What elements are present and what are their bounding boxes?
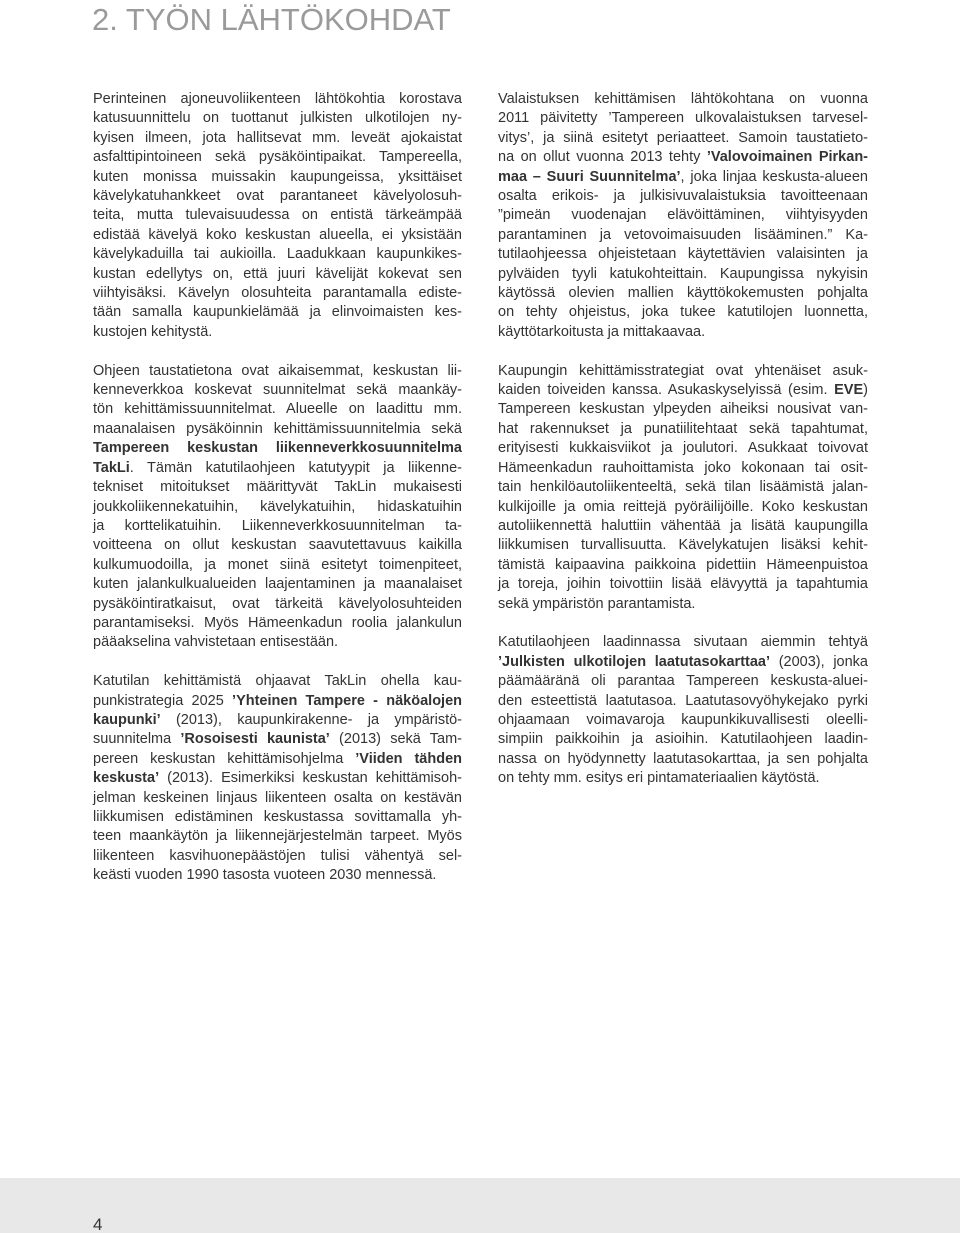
text-line: tain henkilöautoliikenteeltä, sekä tilan lisäämistä jalan- — [498, 479, 868, 496]
text-line — [498, 381, 868, 400]
text-line: ja toreja, joihin toivottiin lisää elävyyttä ja tapahtumia — [498, 576, 868, 593]
bold-text: EVE — [834, 382, 864, 399]
bold-text: ’Yhteinen Tampere - näköalojen — [232, 692, 463, 709]
text-line: ”pimeän vuodenajan elävöittäminen, viihtyisyyden — [498, 207, 868, 224]
text-line: sekä ympäristön parantamista. — [498, 595, 696, 612]
text-run: kaiden toiveiden kanssa. Asukaskyselyissä (esim. — [498, 382, 835, 399]
text-line: tön kehittämissuunnitelmat. Alueelle on laadittu mm. — [93, 401, 462, 418]
text-line: Hämeenkadun rauhoittamista joko kokonaan tai osit- — [498, 459, 868, 476]
text-run: (2013), kaupunkirakenne- ja ympäristö- — [160, 711, 462, 728]
text-line: katusuunnittelu on tuottanut julkisten ulkotilojen ny- — [93, 110, 462, 127]
text-line — [93, 750, 462, 769]
text-line: käyttötarkoitusta ja mittakaavaa. — [498, 323, 706, 340]
text-line: pylväiden tyyli katukohteittain. Kaupungissa nykyisin — [498, 265, 868, 282]
text-line: nassa on hyödynnetty laatutasokarttaa, ja sen pohjalta — [498, 750, 868, 767]
text-line: asfalttipintoineen sekä pysäköintipaikat. Tampereella, — [93, 149, 462, 166]
text-line: kustojen kehitystä. — [93, 323, 213, 340]
bold-text: kaupunki’ — [93, 711, 161, 728]
text-run: punkistrategia 2025 — [93, 692, 233, 709]
text-line: viihtyisäksi. Kävelyn olosuhteita parantamalla ediste- — [93, 285, 462, 302]
bold-text: Tampereen keskustan liikenneverkkosuunnitelma — [93, 440, 462, 457]
text-line — [498, 168, 868, 187]
page-title: 2. TYÖN LÄHTÖKOHDAT — [92, 2, 451, 37]
bold-text: keskusta’ — [93, 770, 160, 787]
bold-text: maa – Suuri Suunnitelma’ — [498, 168, 681, 185]
text-line: kulkijoille ja omia reittejä pyöräilijöille. Koko keskustan — [498, 498, 868, 515]
text-line: liikenteen kasvihuonepäästöjen tulisi vähentyä sel- — [93, 847, 462, 864]
text-line: simpiin paikkoihin ja asioihin. Katutilaohjeen laadin- — [498, 731, 868, 748]
text-line: keästi vuoden 1990 tasosta vuoteen 2030 mennessä. — [93, 867, 437, 884]
bold-text: ’Rosoisesti kaunista’ — [180, 731, 330, 748]
text-line: Katutilan kehittämistä ohjaavat TakLin ohella kau- — [93, 673, 462, 690]
text-line: liikkumisen edistäminen keskustassa sovittamalla yh- — [93, 809, 462, 825]
text-line: tekniset mitoitukset määrittyvät TakLin mukaisesti — [93, 479, 462, 496]
text-line: teen maankäytön ja liikennejärjestelmän tarpeet. Myös — [93, 828, 462, 845]
text-line: ohjaamaan voimavaroja kaupunkikuvallisesti oleelli- — [498, 711, 868, 728]
text-line — [93, 439, 462, 458]
bold-text: ’Viiden tähden — [355, 750, 462, 767]
paragraph — [93, 362, 462, 653]
text-line: tutilaohjeessa ohjeistetaan käytettävien valaisinten ja — [498, 246, 868, 263]
paragraph — [498, 90, 868, 342]
bold-text: TakLi — [93, 459, 130, 476]
paragraph — [498, 633, 868, 788]
text-line: pysäköintiratkaisut, ovat tärkeitä kävelyolosuhteiden — [93, 595, 462, 612]
text-line — [93, 459, 462, 478]
text-line — [93, 711, 462, 730]
bold-text: ’Julkisten ulkotilojen laatutasokarttaa’ — [498, 653, 771, 670]
text-run: na on ollut vuonna 2013 tehty — [498, 149, 707, 166]
bold-text: ’Valovoimainen Pirkan- — [706, 149, 868, 166]
text-line: kävelykaduilla tai aukioilla. Laadukkaan kaupunkikes- — [93, 246, 462, 263]
text-line: Tampereen keskustan ylpeyden aiheiksi nousivat van- — [498, 401, 868, 418]
text-line: kenneverkkoa koskevat suunnitelmat sekä maankäy- — [93, 382, 462, 399]
text-line: liikkumisen turvallisuutta. Kävelykatujen lisäksi kehit- — [498, 537, 868, 554]
paragraph — [93, 672, 462, 885]
right-column — [498, 90, 868, 808]
text-line — [93, 769, 462, 788]
text-line: on tehty mm. esitys eri pintamateriaalien käytöstä. — [498, 770, 820, 787]
text-line: kuten jalankulkualueiden laajentaminen ja maanalaiset — [93, 576, 462, 593]
text-line: kyisen ilmeen, jota hallitsevat mm. leveät ajokaistat — [93, 129, 462, 146]
text-run: , joka linjaa keskusta-alueen — [680, 168, 868, 185]
text-line: kuten monissa muissakin kaupungeissa, yksittäiset — [93, 168, 462, 185]
text-line: on tehty ohjeistus, joka tukee katutilojen luonnetta, — [498, 304, 868, 321]
text-line: kulkumuodoilla, ja monet siinä esitetyt toimenpiteet, — [93, 556, 462, 573]
text-line: Katutilaohjeen laadinnassa sivutaan aiemmin tehtyä — [498, 634, 868, 651]
text-line — [93, 692, 462, 711]
text-line: pääakselina vahvistetaan entisestään. — [93, 634, 339, 651]
text-line: jelman keskeinen linjaus liikenteen osalta on kestävän — [93, 789, 462, 806]
text-line: hat rakennukset ja punatiilitehtaat sekä tapahtumat, — [498, 420, 868, 437]
page-number: 4 — [93, 1215, 103, 1234]
text-line: vitys’, ja siinä esitetyt periaatteet. Samoin taustatieto- — [498, 129, 868, 146]
text-line: Kaupungin kehittämisstrategiat ovat yhtenäiset asuk- — [498, 362, 868, 379]
text-line: ja korttelikatuihin. Liikenneverkkosuunnitelman ta- — [93, 517, 462, 534]
text-line: Perinteinen ajoneuvoliikenteen lähtökohtia korostava — [93, 91, 462, 107]
text-run: . Tämän katutilaohjeen katutyypit ja liikenne- — [129, 459, 462, 476]
text-line: Valaistuksen kehittämisen lähtökohtana on vuonna — [498, 91, 868, 107]
text-line: erityisesti kukkaisviikot ja joulutori. Asukkaat toivovat — [498, 440, 868, 457]
text-line: osalta erikois- ja julkisivuvalaistuksia tavoitteenaan — [498, 188, 868, 205]
text-line: parantaminen ja vetovoimaisuuden lisääminen.” Ka- — [498, 226, 868, 243]
text-run: pereen keskustan kehittämisohjelma — [93, 750, 356, 767]
text-line — [498, 653, 868, 672]
text-line: Ohjeen taustatietona ovat aikaisemmat, keskustan lii- — [93, 362, 462, 379]
text-run: suunnitelma — [93, 731, 181, 748]
text-line: edistää kävelyä koko keskustan alueella, ei yksistään — [93, 226, 462, 243]
text-line: 2011 päivitetty ’Tampereen ulkovalaistuksen tarvesel- — [498, 110, 868, 127]
text-line: den esteettistä laatutasoa. Laatutasovyöhykejako pyrki — [498, 692, 868, 709]
text-line: teita, mutta tulevaisuudessa on entistä tärkeämpää — [93, 207, 462, 224]
paragraph — [93, 90, 462, 342]
text-line: joukkoliikennekatuihin, kävelykatuihin, hidaskatuihin — [93, 498, 462, 515]
text-line: voitteena on ollut keskustan saavutettavuus kaikilla — [93, 537, 462, 554]
text-line — [93, 730, 462, 749]
text-line: päämääränä oli parantaa Tampereen keskusta-aluei- — [498, 673, 868, 690]
text-line: käytössä olevien mallien käyttökokemusten pohjalta — [498, 285, 868, 302]
footer-band — [0, 1178, 960, 1233]
text-line — [498, 148, 868, 167]
text-line: parantamiseksi. Myös Hämeenkadun roolia jalankulun — [93, 614, 462, 631]
text-line: kävelykatuhankkeet ovat parantaneet kävelyolosuh- — [93, 188, 462, 205]
text-line: tään samalla kaupunkielämää ja elinvoimaisten kes- — [93, 304, 462, 321]
text-run: (2013). Esimerkiksi keskustan kehittämisoh- — [159, 770, 462, 787]
text-line: maanalaisen pysäköinnin kehittämissuunnitelmia sekä — [93, 420, 462, 437]
text-run: ) — [863, 382, 868, 399]
text-line: autoliikennettä haluttiin vähentää ja lisätä kaupungilla — [498, 517, 868, 534]
text-run: (2003), jonka — [770, 653, 868, 670]
text-line: tämistä kaipaavina paikkoina pidettiin Hämeenpuistoa — [498, 556, 868, 573]
left-column — [93, 90, 462, 905]
text-run: (2013) sekä Tam- — [329, 731, 462, 748]
paragraph — [498, 362, 868, 614]
text-line: kustan edellytys on, että juuri kävelijät kokevat sen — [93, 265, 462, 282]
